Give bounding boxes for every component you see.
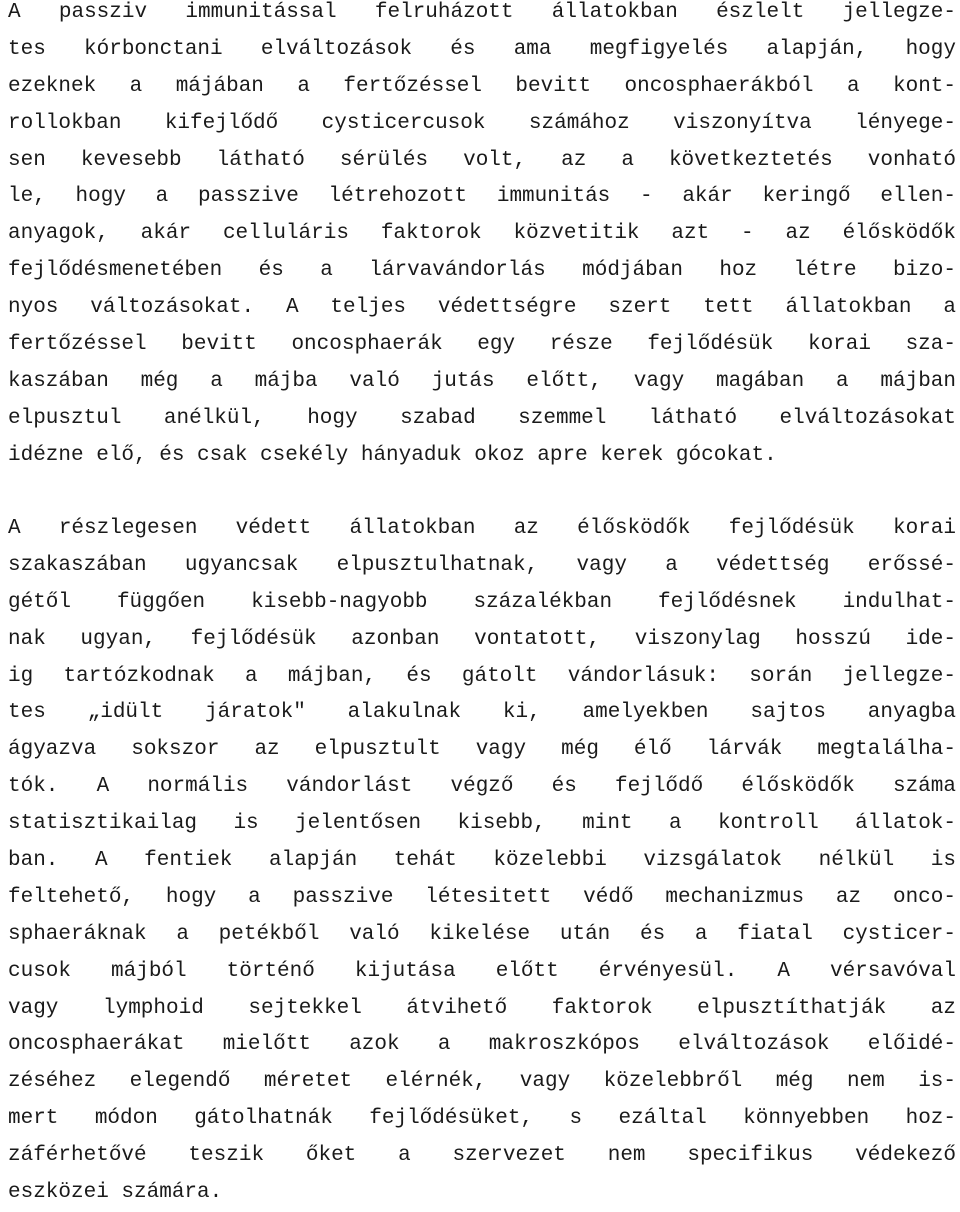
text-line: tes „idült járatok" alakulnak ki, amelyekben sajtos anyagba: [8, 701, 956, 725]
text-line: ágyazva sokszor az elpusztult vagy még élő lárvák megtalálha-: [8, 738, 956, 762]
text-line: nyos változásokat. A teljes védettségre szert tett állatokban a: [8, 296, 956, 320]
text-line: statisztikailag is jelentősen kisebb, mint a kontroll állatok-: [8, 812, 956, 836]
text-line: A passziv immunitással felruházott állatokban észlelt jellegze-: [8, 1, 956, 24]
text-line: gétől függően kisebb-nagyobb százalékban fejlődésnek indulhat-: [8, 590, 956, 614]
text-line: fejlődésmenetében és a lárvavándorlás módjában hoz létre bizo-: [8, 259, 956, 283]
paragraph-passive-immunity: [8, 0, 956, 475]
text-line: cusok májból történő kijutása előtt érvényesül. A vérsavóval: [8, 959, 956, 983]
text-line: tes kórbonctani elváltozások és ama megfigyelés alapján, hogy: [8, 37, 956, 61]
text-line: nak ugyan, fejlődésük azonban vontatott, viszonylag hosszú ide-: [8, 627, 956, 651]
text-line: ezeknek a májában a fertőzéssel bevitt oncosphaerákból a kont-: [8, 74, 956, 98]
text-line: ig tartózkodnak a májban, és gátolt vándorlásuk: során jellegze-: [8, 664, 956, 688]
text-line: rollokban kifejlődő cysticercusok számához viszonyítva lényege-: [8, 111, 956, 135]
text-line: mert módon gátolhatnák fejlődésüket, s ezáltal könnyebben hoz-: [8, 1107, 956, 1131]
text-line: sen kevesebb látható sérülés volt, az a következtetés vonható: [8, 148, 956, 172]
text-line: zéséhez elegendő méretet elérnék, vagy közelebbről még nem is-: [8, 1070, 956, 1094]
text-line: anyagok, akár celluláris faktorok közvetitik azt - az élősködők: [8, 222, 956, 246]
text-line: tók. A normális vándorlást végző és fejlődő élősködők száma: [8, 775, 956, 799]
text-line: feltehető, hogy a passzive létesitett védő mechanizmus az onco-: [8, 885, 956, 909]
text-line: sphaeráknak a petékből való kikelése után és a fiatal cysticer-: [8, 922, 956, 946]
text-line: vagy lymphoid sejtekkel átvihető faktorok elpusztíthatják az: [8, 996, 956, 1020]
text-line: elpusztul anélkül, hogy szabad szemmel látható elváltozásokat: [8, 406, 956, 430]
text-line: eszközei számára.: [8, 1181, 223, 1205]
text-line: le, hogy a passzive létrehozott immunitás - akár keringő ellen-: [8, 185, 956, 209]
text-line: idézne elő, és csak csekély hányaduk okoz apre kerek gócokat.: [8, 443, 777, 467]
text-line: záférhetővé teszik őket a szervezet nem specifikus védekező: [8, 1144, 956, 1168]
text-line: A részlegesen védett állatokban az élősködők fejlődésük korai: [8, 517, 956, 540]
text-line: oncosphaerákat mielőtt azok a makroszkópos elváltozások előidé-: [8, 1033, 956, 1057]
text-line: szakaszában ugyancsak elpusztulhatnak, vagy a védettség erőssé-: [8, 553, 956, 577]
text-line: kaszában még a májba való jutás előtt, vagy magában a májban: [8, 369, 956, 393]
text-line: ban. A fentiek alapján tehát közelebbi vizsgálatok nélkül is: [8, 849, 956, 873]
text-line: fertőzéssel bevitt oncosphaerák egy része fejlődésük korai sza-: [8, 333, 956, 357]
paragraph-partial-protection: [8, 511, 956, 1212]
